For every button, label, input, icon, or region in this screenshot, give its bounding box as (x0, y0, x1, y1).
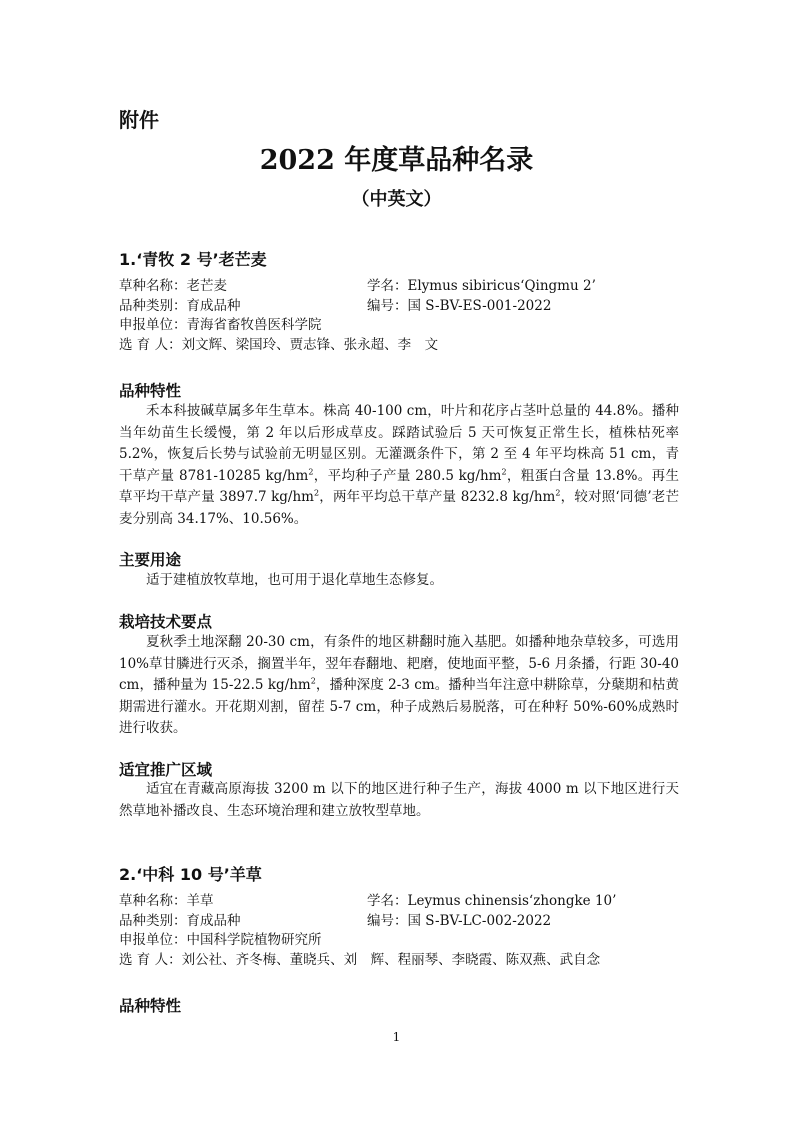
cultivation-paragraph: 夏秋季土地深翻 20-30 cm，有条件的地区耕翻时施入基肥。如播种地杂草较多，可选用 10%草甘膦进行灭杀，搁置半年，翌年春翻地、耙磨，使地面平整，5-6 月条播，行距 30-40 cm，播种量为 15-22.5 $kg/hm^2$，播种深度 2-3 cm。播种当年注意中耕除草，分蘖期和枯黄期需进行灌水。开花期刈割，留茬 5-7 cm，种子成熟后易脱落，可在种籽 50%-60%成熟时进行收获。 (119, 634, 680, 736)
variety-category: 品种类别：育成品种 (119, 297, 241, 314)
section-heading-region: 适宜推广区域 (119, 761, 213, 779)
variety-2-type-row (119, 912, 689, 932)
document-subtitle: （中英文） (351, 189, 442, 210)
applicant-unit: 申报单位：青海省畜牧兽医科学院 (119, 317, 322, 333)
region-paragraph: 适宜在青藏高原海拔 3200 m 以下的地区进行种子生产，海拔 4000 m 以下地区进行天然草地补播改良、生态环境治理和建立放牧型草地。 (119, 781, 679, 819)
variety-2-name-row (119, 892, 689, 912)
applicant-unit: 申报单位：中国科学院植物研究所 (119, 932, 322, 948)
section-heading-main-use: 主要用途 (119, 551, 182, 569)
characteristics-paragraph: 禾本科披碱草属多年生草本。株高 40-100 cm，叶片和花序占茎叶总量的 44.8%。播种当年幼苗生长缓慢，第 2 年以后形成草皮。踩踏试验后 5 天可恢复正常生长，植株枯死率 5.2%，恢复后长势与试验前无明显区别。无灌溉条件下，第 2 至 4 年平均株高 51 cm，青干草产量 8781-10285 $kg/hm^2$，平均种子产量 280.5 $kg/hm^2$，粗蛋白含量 13.8%。再生草平均干草产量 3897.7 $kg/hm^2$，两年平均总干草产量 8232.8 $kg/hm^2$，较对照‘同德’老芒麦分别高 34.17%、10.56%。 (119, 403, 680, 527)
section-heading-characteristics: 品种特性 (119, 382, 182, 400)
page-number: 1 (392, 1030, 401, 1044)
species-name: 草种名称：老芒麦 (119, 278, 227, 294)
breeders: 选 育 人：刘文辉、梁国玲、贾志锋、张永超、李 文 (119, 336, 439, 353)
section-heading-characteristics-2: 品种特性 (119, 997, 182, 1015)
registration-number: 编号：国 S-BV-ES-001-2022 (367, 297, 552, 314)
species-name: 草种名称：羊草 (119, 893, 214, 909)
section-heading-cultivation: 栽培技术要点 (119, 613, 213, 631)
variety-1-info (119, 277, 689, 355)
registration-number: 编号：国 S-BV-LC-002-2022 (367, 912, 552, 929)
variety-1-heading: 1.‘青牧 2 号’老芒麦 (119, 250, 267, 269)
scientific-name: 学名：Leymus chinensis‘zhongke 10’ (367, 893, 617, 909)
variety-2-heading: 2.‘中科 10 号’羊草 (119, 865, 262, 884)
variety-2-info (119, 892, 689, 970)
breeders: 选 育 人：刘公社、齐冬梅、董晓兵、刘 辉、程丽琴、李晓霞、陈双燕、武自念 (119, 951, 601, 968)
scientific-name: 学名：Elymus sibiricus‘Qingmu 2’ (367, 278, 596, 294)
attachment-label: 附件 (119, 108, 159, 132)
variety-1-type-row (119, 297, 689, 317)
document-title: 2022 年度草品种名录 (259, 145, 534, 176)
variety-1-name-row (119, 277, 689, 297)
variety-category: 品种类别：育成品种 (119, 912, 241, 929)
main-use-paragraph: 适于建植放牧草地，也可用于退化草地生态修复。 (146, 572, 443, 588)
